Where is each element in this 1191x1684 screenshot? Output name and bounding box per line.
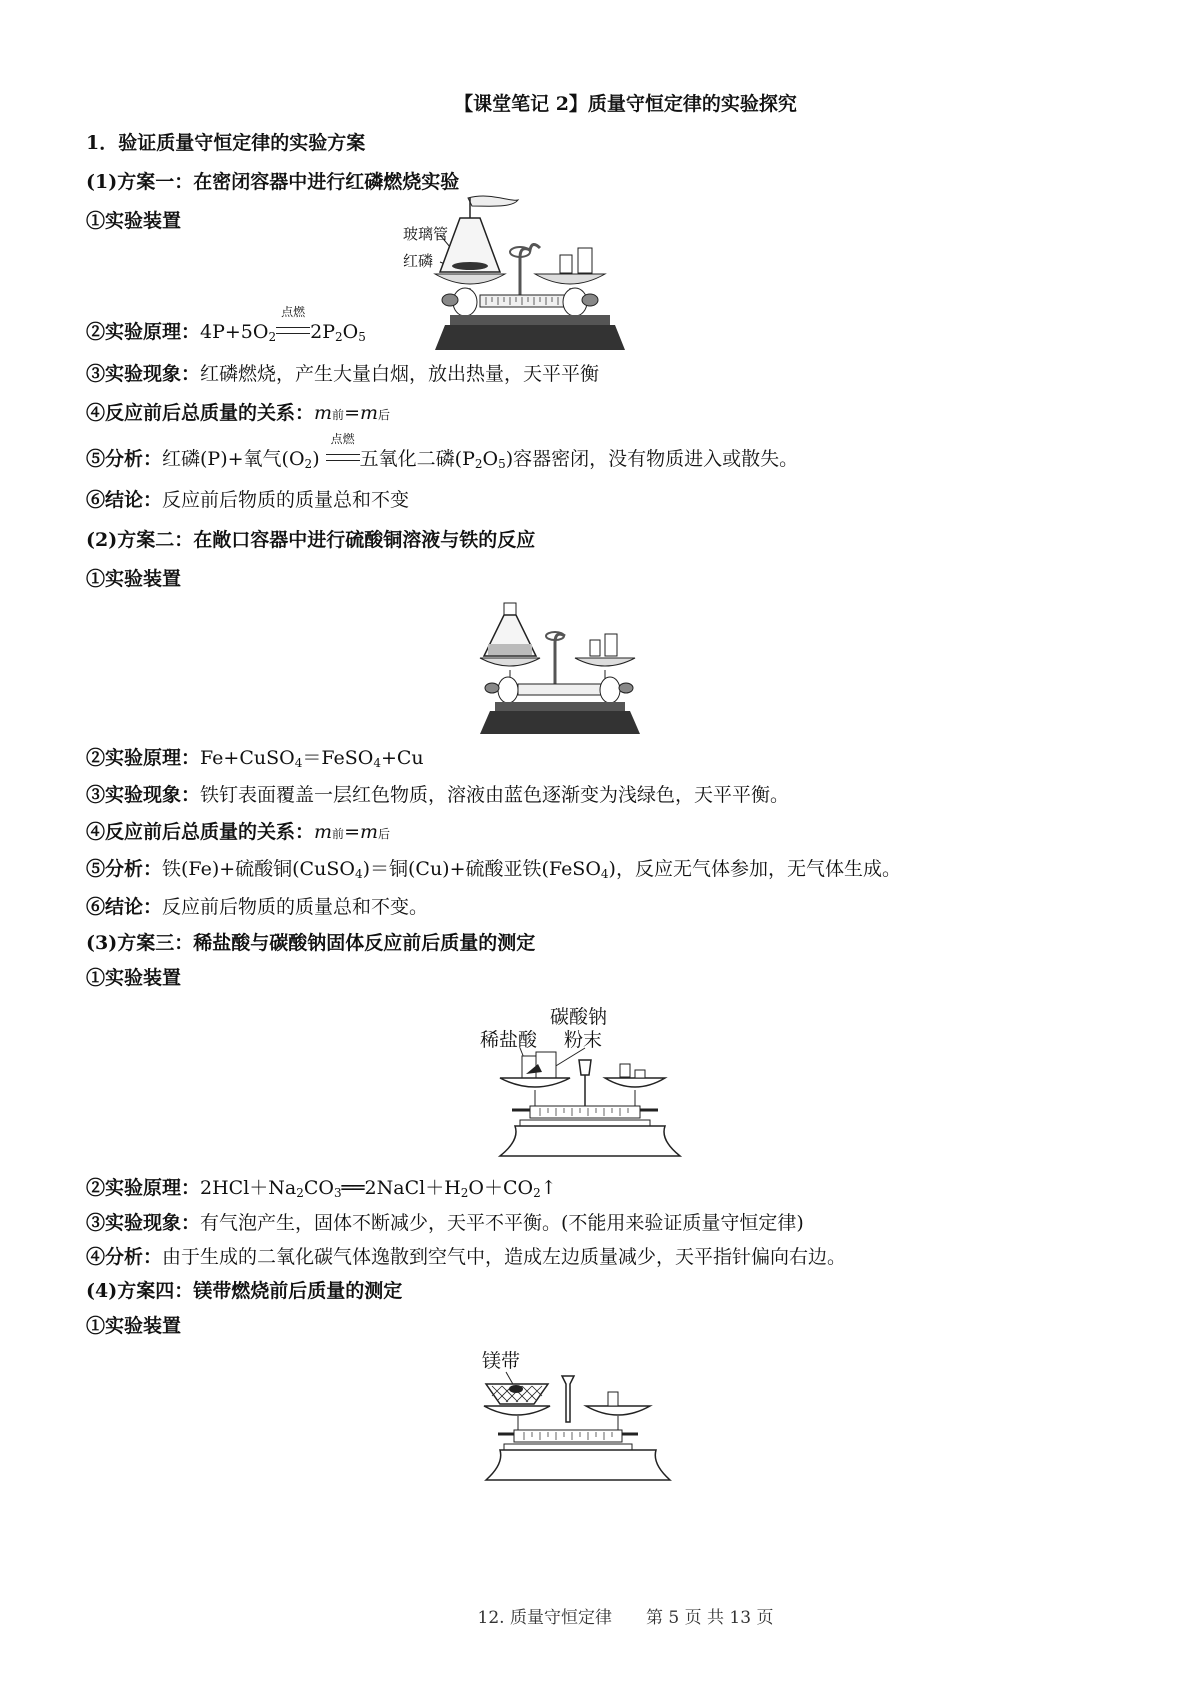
plan1-device-label: ①实验装置 [86, 210, 182, 232]
plan2-device-label: ①实验装置 [86, 568, 182, 590]
plan1-analysis: ⑤分析：红磷(P)+氧气$(O_2)$ 点燃 五氧化二磷$(P_2O_5)$容器密闭，没有物质进入或散失。 [86, 432, 799, 471]
plan3-figure [480, 1000, 690, 1160]
plan2-analysis: ⑤分析：铁(Fe)+硫酸铜(CuSO$_4$)＝铜(Cu)+硫酸亚铁(FeSO$_4$)，反应无气体参加，无气体生成。 [86, 858, 901, 881]
plan3-phenomenon: ③实验现象：有气泡产生，固体不断减少，天平不平衡。(不能用来验证质量守恒定律) [86, 1212, 804, 1234]
plan1-figure [403, 190, 640, 355]
plan1-relation: ④反应前后总质量的关系：m前=m后 [86, 402, 391, 424]
plan1-phenomenon: ③实验现象：红磷燃烧，产生大量白烟，放出热量，天平平衡 [86, 363, 600, 385]
condition-arrow: 点燃 [326, 447, 360, 471]
plan3-device-label: ①实验装置 [86, 967, 182, 989]
plan4-figure [478, 1346, 678, 1486]
section-heading: 1．验证质量守恒定律的实验方案 [86, 132, 366, 154]
plan4-heading: (4)方案四：镁带燃烧前后质量的测定 [86, 1280, 403, 1302]
page-footer: 12. 质量守恒定律 第 5 页 共 13 页 [477, 1608, 774, 1628]
label-magnesium-ribbon: 镁带 [482, 1350, 521, 1372]
plan2-phenomenon: ③实验现象：铁钉表面覆盖一层红色物质，溶液由蓝色逐渐变为浅绿色，天平平衡。 [86, 784, 790, 806]
balance-flask-illustration [420, 190, 640, 355]
plan2-figure [470, 598, 650, 738]
plan3-heading: (3)方案三：稀盐酸与碳酸钠固体反应前后质量的测定 [86, 932, 536, 954]
label-powder: 粉末 [564, 1029, 603, 1051]
plan2-conclusion: ⑥结论：反应前后物质的质量总和不变。 [86, 896, 429, 918]
plan2-principle: ②实验原理：Fe+CuSO$_4$＝FeSO$_4$+Cu [86, 747, 424, 770]
label-glass-tube: 玻璃管 [403, 225, 449, 243]
label-dilute-hcl: 稀盐酸 [480, 1029, 538, 1051]
plan3-principle: ②实验原理：$2HCl+Na_2CO_3══2NaCl+H_2O+CO_2↑$ [86, 1177, 557, 1200]
balance-open-flask-illustration [470, 598, 650, 738]
plan3-analysis: ④分析：由于生成的二氧化碳气体逸散到空气中，造成左边质量减少，天平指针偏向右边。 [86, 1246, 847, 1268]
page-title: 【课堂笔记 2】质量守恒定律的实验探究 [454, 93, 797, 115]
label-sodium-carbonate: 碳酸钠 [550, 1006, 608, 1028]
plan1-conclusion: ⑥结论：反应前后物质的质量总和不变 [86, 489, 410, 511]
plan1-principle: ②实验原理：$4P+5O_2$ 点燃 $2P_2O_5$ [86, 305, 366, 344]
plan1-heading: (1)方案一：在密闭容器中进行红磷燃烧实验 [86, 171, 460, 193]
plan2-relation: ④反应前后总质量的关系：m前=m后 [86, 821, 391, 843]
plan4-device-label: ①实验装置 [86, 1315, 182, 1337]
condition-arrow: 点燃 [276, 320, 310, 344]
plan2-heading: (2)方案二：在敞口容器中进行硫酸铜溶液与铁的反应 [86, 529, 536, 551]
label-red-phosphorus: 红磷 [403, 252, 434, 270]
